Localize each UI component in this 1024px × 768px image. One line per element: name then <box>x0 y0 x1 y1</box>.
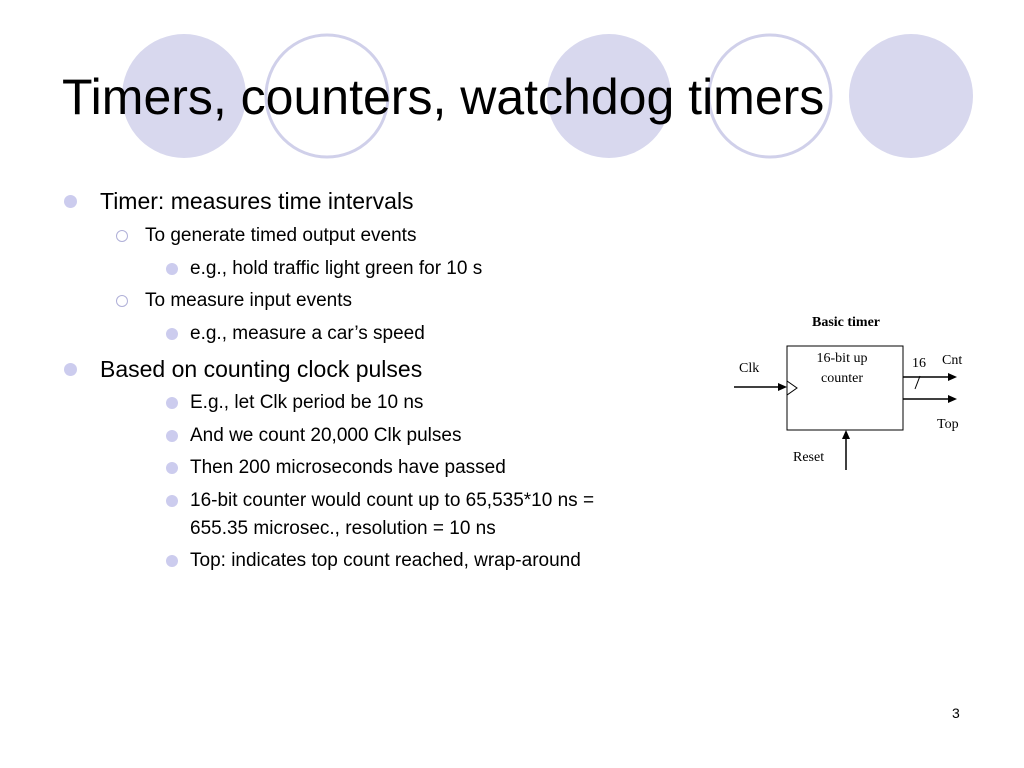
bullet-marker <box>166 430 178 442</box>
basic-timer-diagram <box>724 308 984 478</box>
reset-arrowhead <box>842 430 850 439</box>
bullet-text: Top: indicates top count reached, wrap-around <box>190 550 581 571</box>
clk-arrowhead <box>778 383 787 391</box>
bullet-marker <box>116 295 128 307</box>
bullet-text: e.g., measure a car’s speed <box>190 323 425 344</box>
diagram-title: Basic timer <box>811 315 881 330</box>
bullet-text: To measure input events <box>145 290 353 311</box>
bullet-text: Timer: measures time intervals <box>100 188 414 214</box>
bullet-marker <box>166 495 178 507</box>
decor-circle-filled <box>849 34 973 158</box>
bullet-marker <box>166 397 178 409</box>
bullet-text: Based on counting clock pulses <box>100 356 423 382</box>
cnt-arrowhead <box>948 373 957 381</box>
top-arrowhead <box>948 395 957 403</box>
cnt-label: Cnt <box>942 353 963 368</box>
counter-label-line2: counter <box>821 371 863 386</box>
clk-label: Clk <box>739 361 760 376</box>
bullet-marker <box>166 263 178 275</box>
bullet-marker <box>64 195 77 208</box>
top-label: Top <box>937 417 959 432</box>
bullet-marker <box>116 230 128 242</box>
bullet-text: 16-bit counter would count up to 65,535*10 ns = <box>190 490 595 511</box>
bus-slash <box>915 376 920 389</box>
slide-title: Timers, counters, watchdog timers <box>62 69 825 125</box>
bullet-marker <box>166 462 178 474</box>
bullet-text: 655.35 microsec., resolution = 10 ns <box>190 518 496 539</box>
bullet-marker <box>64 363 77 376</box>
bullet-text: Then 200 microseconds have passed <box>190 457 506 478</box>
bullet-marker <box>166 328 178 340</box>
page-number: 3 <box>952 705 960 721</box>
bullet-text: E.g., let Clk period be 10 ns <box>190 392 424 413</box>
reset-label: Reset <box>793 450 825 465</box>
counter-label-line1: 16-bit up <box>816 351 868 366</box>
bullet-text: To generate timed output events <box>145 225 417 246</box>
bullet-marker <box>166 555 178 567</box>
bullet-text: e.g., hold traffic light green for 10 s <box>190 258 483 279</box>
bullet-text: And we count 20,000 Clk pulses <box>190 425 462 446</box>
bus-width-label: 16 <box>912 356 926 371</box>
